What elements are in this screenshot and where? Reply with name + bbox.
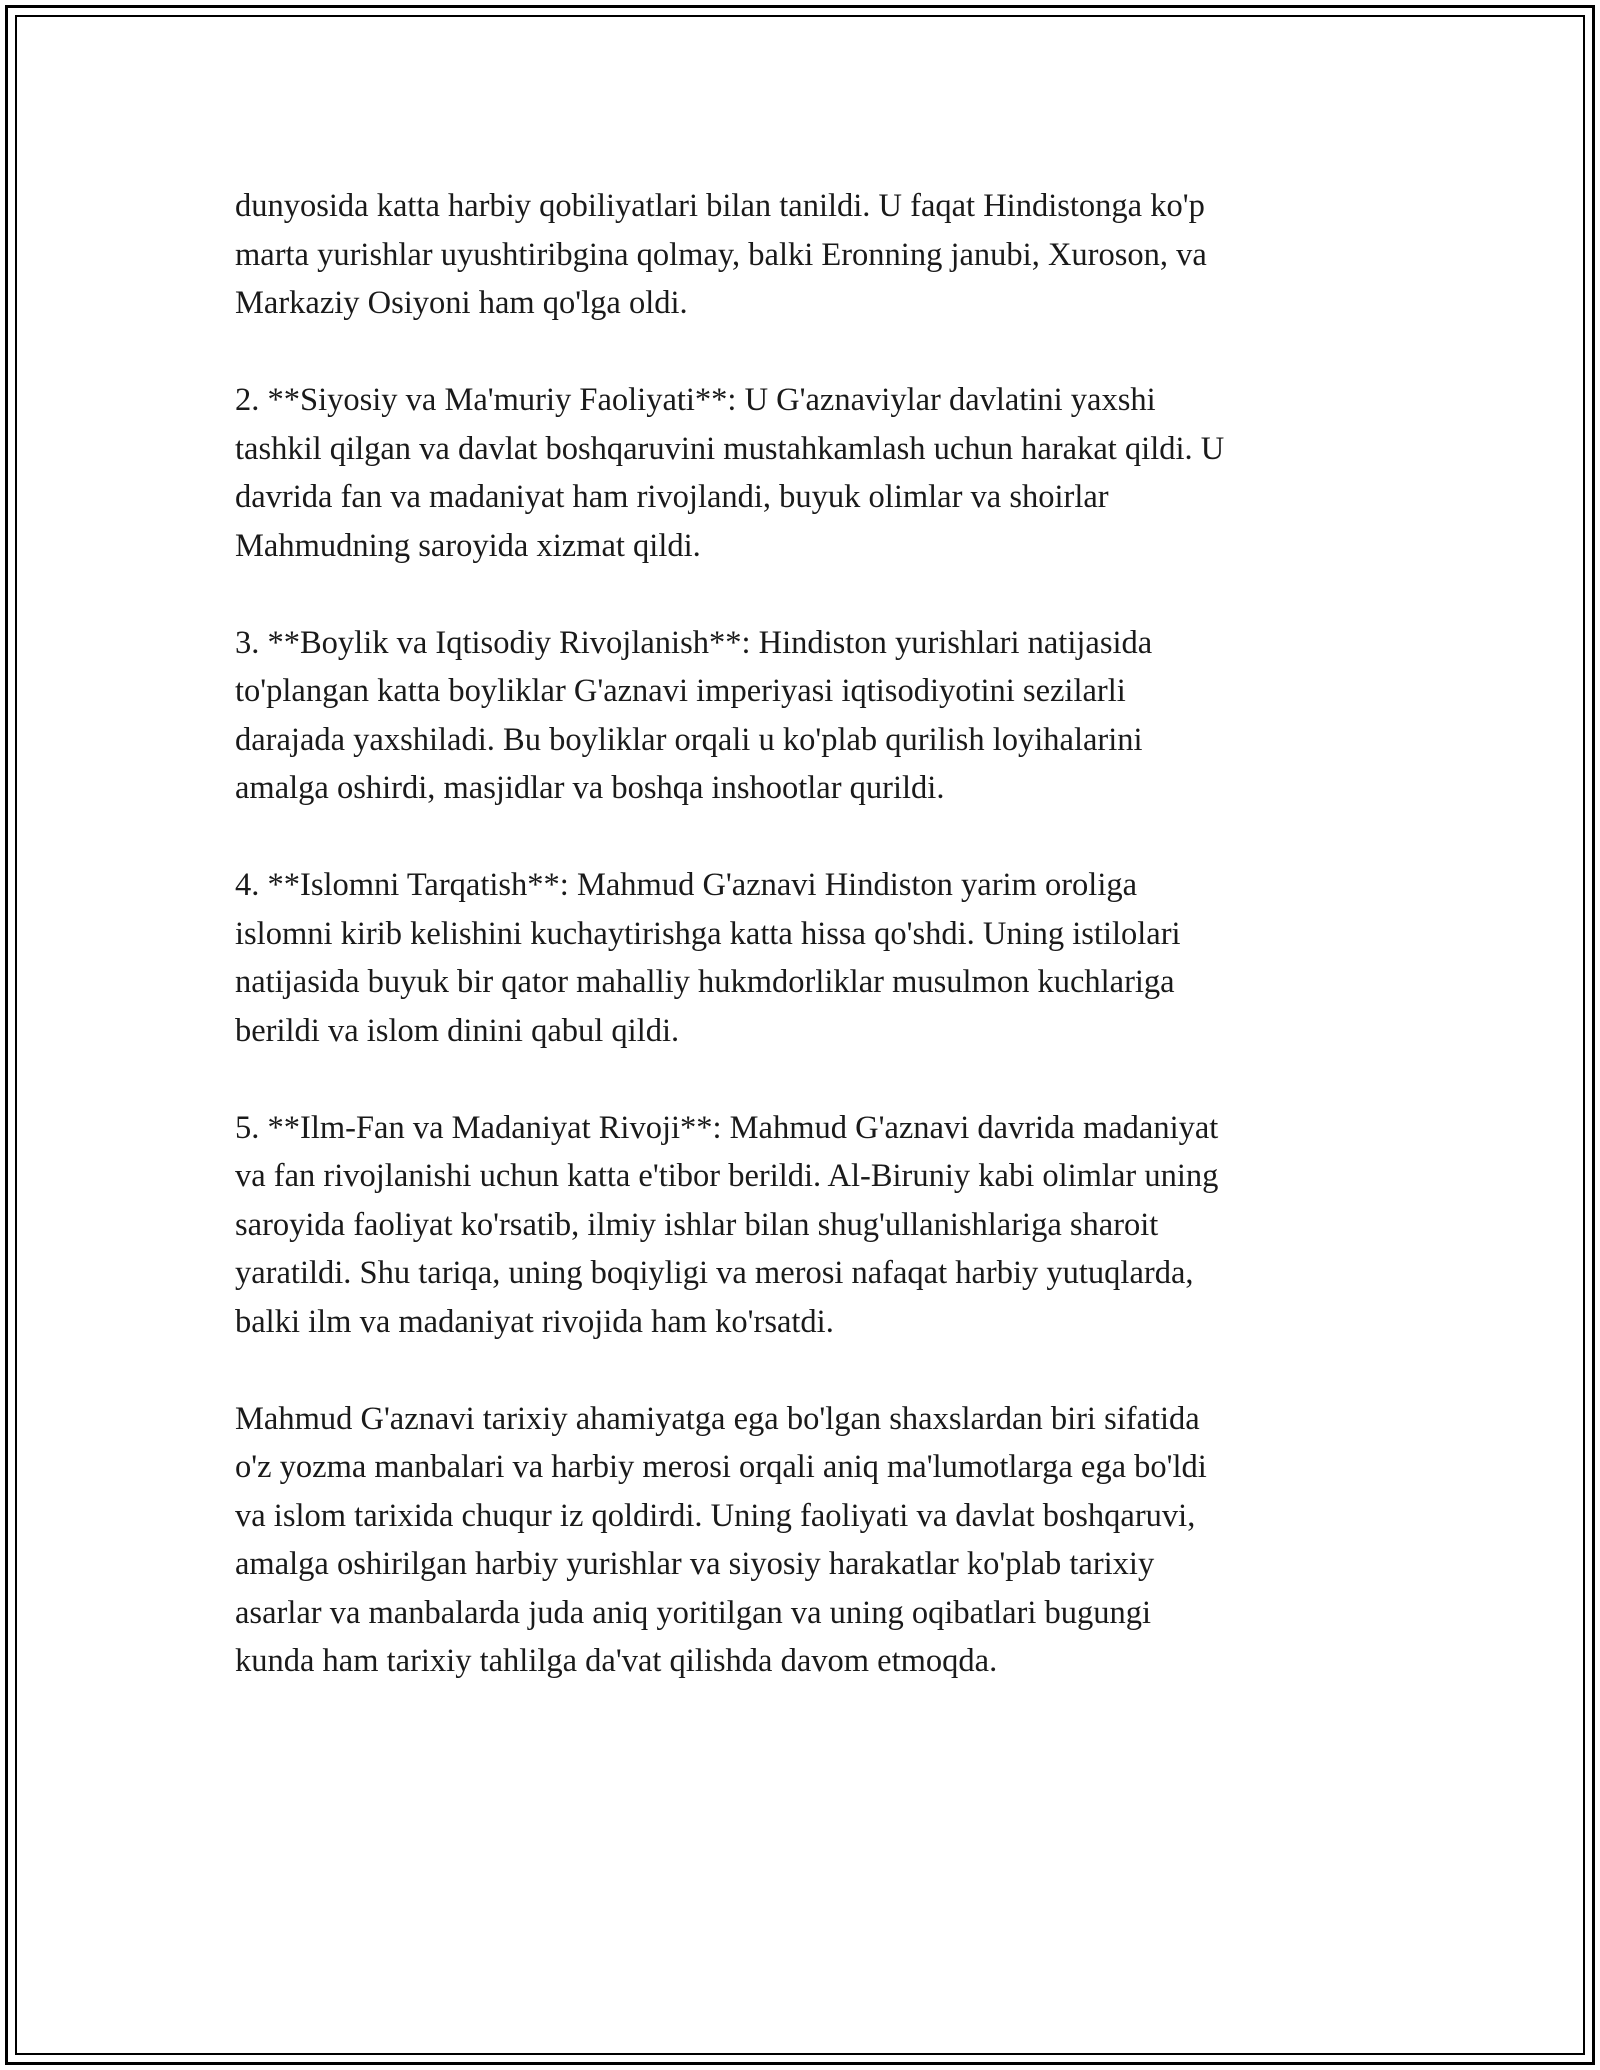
text-line: darajada yaxshiladi. Bu boyliklar orqali u ko'plab qurilish loyihalarini: [235, 721, 1143, 758]
text-line: 3. **Boylik va Iqtisodiy Rivojlanish**: Hindiston yurishlari natijasida: [235, 624, 1153, 661]
text-line: marta yurishlar uyushtiribgina qolmay, balki Eronning janubi, Xuroson, va: [235, 236, 1207, 273]
paragraph-item-4: [235, 861, 1375, 1055]
text-line: Markaziy Osiyoni ham qo'lga oldi.: [235, 285, 688, 321]
text-line: natijasida buyuk bir qator mahalliy hukmdorliklar musulmon kuchlariga: [235, 964, 1175, 1000]
document-body: [235, 182, 1375, 1734]
text-line: va fan rivojlanishi uchun katta e'tibor berildi. Al-Biruniy kabi olimlar uning: [235, 1158, 1219, 1194]
text-line: 4. **Islomni Tarqatish**: Mahmud G'aznavi Hindiston yarim oroliga: [235, 867, 1138, 903]
text-line: o'z yozma manbalari va harbiy merosi orqali aniq ma'lumotlarga ega bo'ldi: [235, 1449, 1207, 1485]
paragraph-intro-continuation: [235, 182, 1375, 328]
text-line: amalga oshirdi, masjidlar va boshqa inshootlar qurildi.: [235, 770, 945, 806]
text-line: to'plangan katta boyliklar G'aznavi imperiyasi iqtisodiyotini sezilarli: [235, 673, 1126, 709]
text-line: Mahmudning saroyida xizmat qildi.: [235, 527, 701, 564]
text-line: davrida fan va madaniyat ham rivojlandi, buyuk olimlar va shoirlar: [235, 479, 1109, 515]
paragraph-item-2: [235, 376, 1375, 570]
text-line: saroyida faoliyat ko'rsatib, ilmiy ishlar bilan shug'ullanishlariga sharoit: [235, 1206, 1159, 1243]
text-line: islomni kirib kelishini kuchaytirishga katta hissa qo'shdi. Uning istilolari: [235, 915, 1181, 952]
paragraph-item-3: [235, 619, 1375, 813]
text-line: 5. **Ilm-Fan va Madaniyat Rivoji**: Mahmud G'aznavi davrida madaniyat: [235, 1109, 1219, 1146]
text-line: balki ilm va madaniyat rivojida ham ko'rsatdi.: [235, 1303, 834, 1340]
paragraph-conclusion: [235, 1395, 1375, 1686]
text-line: dunyosida katta harbiy qobiliyatlari bilan tanildi. U faqat Hindistonga ko'p: [235, 188, 1205, 224]
text-line: Mahmud G'aznavi tarixiy ahamiyatga ega bo'lgan shaxslardan biri sifatida: [235, 1400, 1200, 1437]
text-line: 2. **Siyosiy va Ma'muriy Faoliyati**: U G'aznaviylar davlatini yaxshi: [235, 382, 1156, 418]
paragraph-item-5: [235, 1104, 1375, 1347]
text-line: va islom tarixida chuqur iz qoldirdi. Uning faoliyati va davlat boshqaruvi,: [235, 1497, 1196, 1534]
text-line: berildi va islom dinini qabul qildi.: [235, 1012, 680, 1049]
text-line: kunda ham tarixiy tahlilga da'vat qilishda davom etmoqda.: [235, 1643, 998, 1679]
text-line: amalga oshirilgan harbiy yurishlar va siyosiy harakatlar ko'plab tarixiy: [235, 1546, 1155, 1582]
text-line: asarlar va manbalarda juda aniq yoritilgan va uning oqibatlari bugungi: [235, 1594, 1152, 1631]
text-line: tashkil qilgan va davlat boshqaruvini mustahkamlash uchun harakat qildi. U: [235, 430, 1225, 467]
text-line: yaratildi. Shu tariqa, uning boqiyligi va merosi nafaqat harbiy yutuqlarda,: [235, 1255, 1194, 1291]
